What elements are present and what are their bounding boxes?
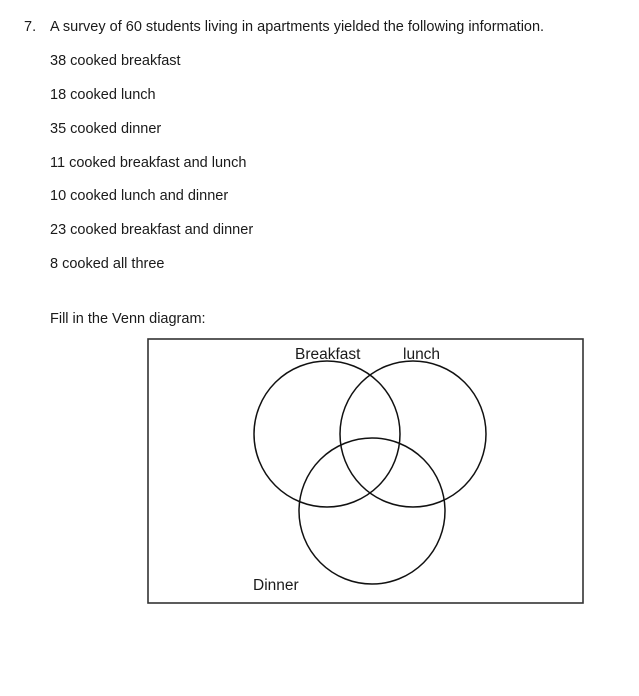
instruction-text: Fill in the Venn diagram: bbox=[50, 311, 206, 327]
breakfast-circle bbox=[254, 361, 400, 507]
question-text: A survey of 60 students living in apartments yielded the following information. bbox=[50, 19, 545, 35]
fact-item: 23 cooked breakfast and dinner bbox=[50, 222, 254, 238]
lunch-circle bbox=[340, 361, 486, 507]
fact-item: 11 cooked breakfast and lunch bbox=[50, 155, 247, 171]
dinner-label: Dinner bbox=[253, 577, 299, 594]
question-number: 7. bbox=[24, 19, 37, 35]
fact-item: 8 cooked all three bbox=[50, 256, 165, 272]
fact-item: 10 cooked lunch and dinner bbox=[50, 188, 229, 204]
dinner-circle bbox=[299, 438, 445, 584]
fact-item: 38 cooked breakfast bbox=[50, 53, 181, 69]
fact-item: 35 cooked dinner bbox=[50, 121, 162, 137]
lunch-label: lunch bbox=[403, 346, 441, 363]
fact-item: 18 cooked lunch bbox=[50, 87, 156, 103]
breakfast-label: Breakfast bbox=[295, 346, 361, 363]
